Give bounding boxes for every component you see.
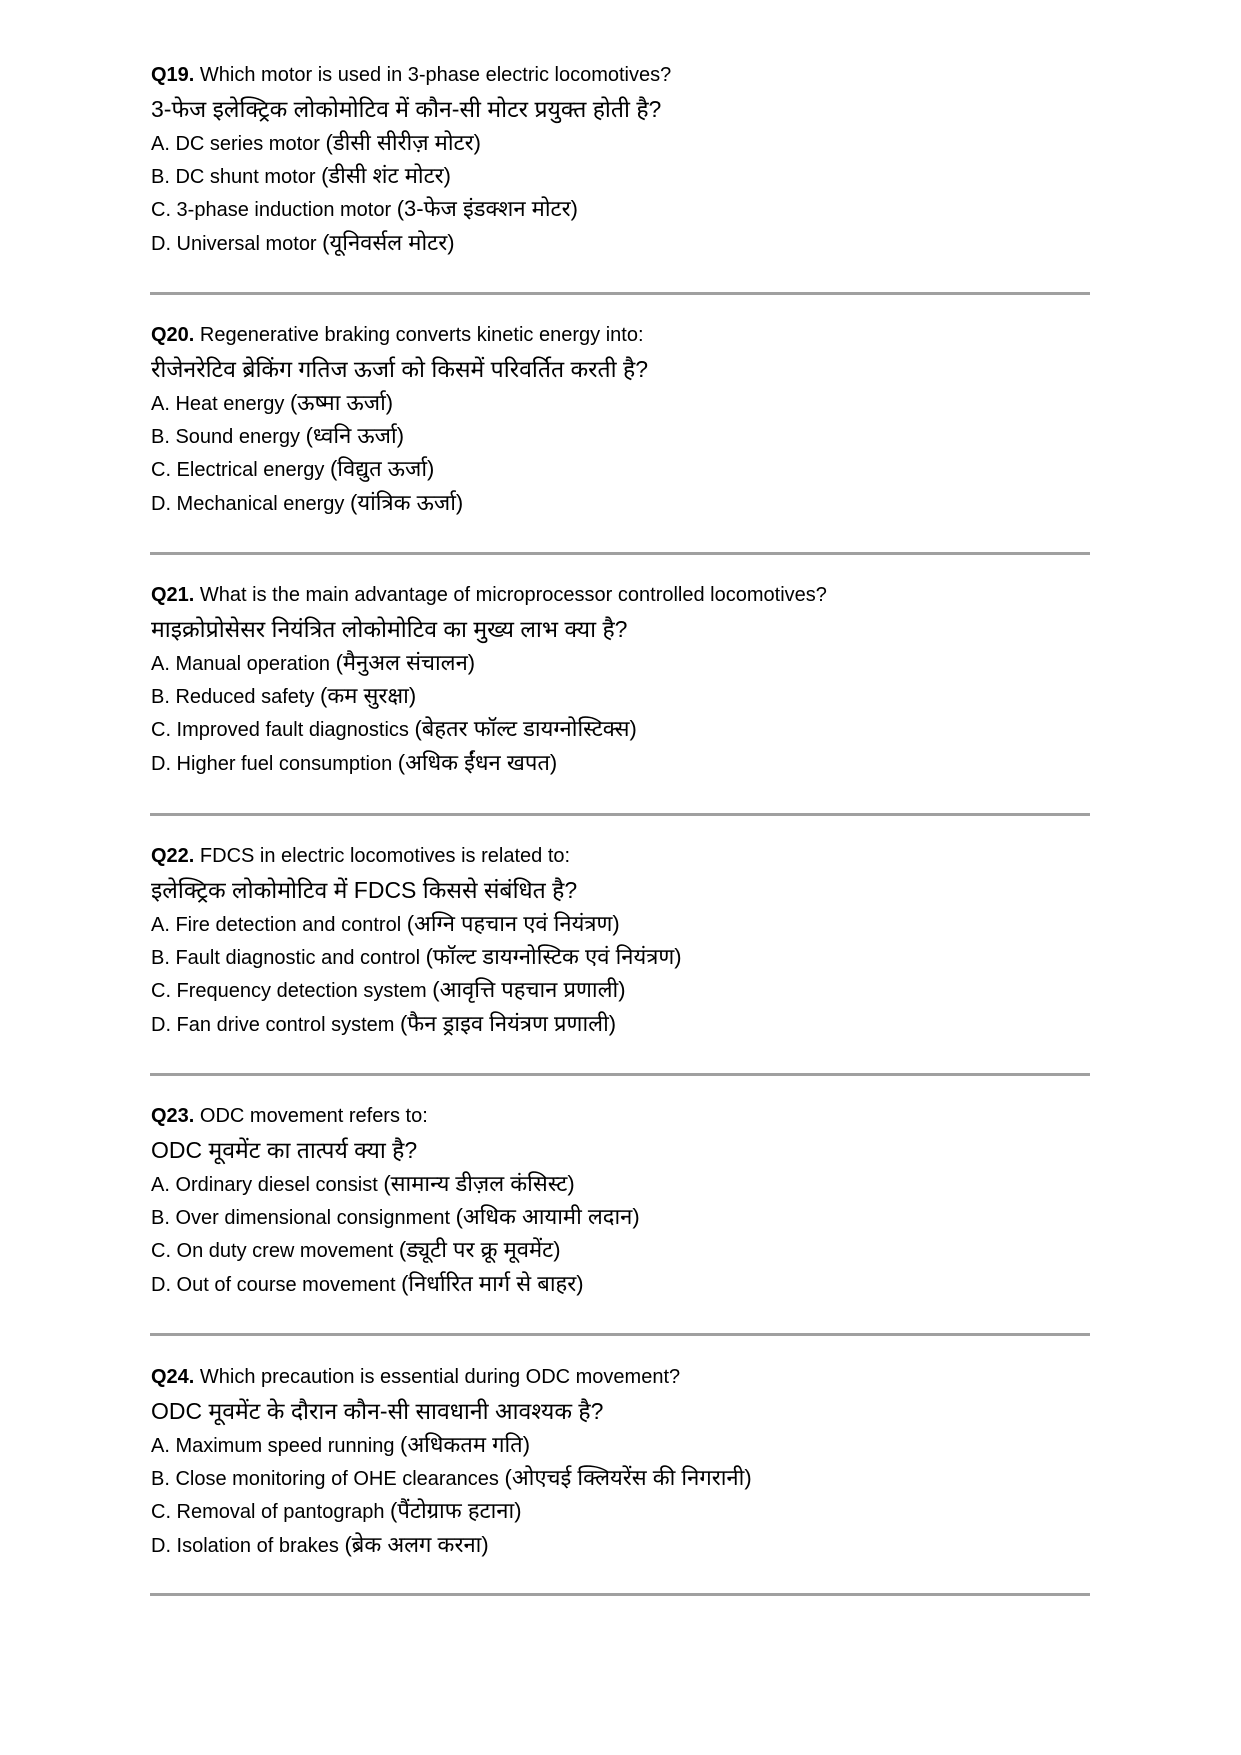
option-hindi: (फैन ड्राइव नियंत्रण प्रणाली) xyxy=(399,1011,617,1036)
option-label: C. Removal of pantograph xyxy=(151,1501,385,1523)
option-hindi: (ध्वनि ऊर्जा) xyxy=(305,423,405,448)
option-a xyxy=(151,912,620,937)
question-text-en: What is the main advantage of microprocessor controlled locomotives? xyxy=(199,584,827,606)
option-label: D. Higher fuel consumption xyxy=(151,753,393,775)
option-label: C. Electrical energy xyxy=(151,459,325,481)
option-hindi: (कम सुरक्षा) xyxy=(320,683,417,708)
option-hindi: (सामान्य डीज़ल कंसिस्ट) xyxy=(383,1171,575,1196)
question-text-hi: माइक्रोप्रोसेसर नियंत्रित लोकोमोटिव का मुख्य लाभ क्या है? xyxy=(151,616,628,642)
option-d xyxy=(151,231,455,256)
question-text-hi: इलेक्ट्रिक लोकोमोटिव में FDCS किससे संबंधित है? xyxy=(151,877,578,903)
option-b xyxy=(151,164,451,189)
option-b xyxy=(151,1205,640,1230)
question-text-hi: रीजेनरेटिव ब्रेकिंग गतिज ऊर्जा को किसमें परिवर्तित करती है? xyxy=(151,356,649,382)
question-text-en: ODC movement refers to: xyxy=(199,1105,428,1127)
question-text-hi: 3-फेज इलेक्ट्रिक लोकोमोटिव में कौन-सी मोटर प्रयुक्त होती है? xyxy=(151,96,662,122)
question-text-en: Which precaution is essential during ODC movement? xyxy=(199,1366,681,1388)
question-title xyxy=(151,583,827,607)
option-hindi: (अग्नि पहचान एवं नियंत्रण) xyxy=(406,911,620,936)
option-label: C. Frequency detection system xyxy=(151,980,427,1002)
option-label: D. Isolation of brakes xyxy=(151,1535,339,1557)
option-c xyxy=(151,1238,561,1263)
option-label: D. Fan drive control system xyxy=(151,1014,395,1036)
option-hindi: (अधिक आयामी लदान) xyxy=(455,1204,640,1229)
option-hindi: (ड्यूटी पर क्रू मूवमेंट) xyxy=(398,1237,561,1262)
question-number: Q24. xyxy=(151,1366,195,1388)
option-c xyxy=(151,717,637,742)
option-label: C. On duty crew movement xyxy=(151,1240,394,1262)
option-label: B. Over dimensional consignment xyxy=(151,1207,451,1229)
option-label: B. Reduced safety xyxy=(151,686,315,708)
option-hindi: (ब्रेक अलग करना) xyxy=(344,1532,489,1557)
question-number: Q20. xyxy=(151,324,195,346)
option-hindi: (ओएचई क्लियरेंस की निगरानी) xyxy=(504,1465,752,1490)
option-hindi: (अधिकतम गति) xyxy=(400,1432,531,1457)
option-label: D. Mechanical energy xyxy=(151,493,345,515)
option-hindi: (यांत्रिक ऊर्जा) xyxy=(350,490,464,515)
divider xyxy=(150,1073,1090,1076)
divider xyxy=(150,292,1090,295)
option-d xyxy=(151,1533,489,1558)
option-d xyxy=(151,751,557,776)
option-b xyxy=(151,945,682,970)
option-label: B. Fault diagnostic and control xyxy=(151,947,421,969)
question-title xyxy=(151,1365,680,1389)
question-number: Q19. xyxy=(151,64,195,86)
option-b xyxy=(151,424,404,449)
question-number: Q21. xyxy=(151,584,195,606)
question-title xyxy=(151,844,570,868)
question-title xyxy=(151,1104,428,1128)
option-label: A. Heat energy xyxy=(151,393,285,415)
option-d xyxy=(151,491,463,516)
option-c xyxy=(151,978,626,1003)
question-text-hi: ODC मूवमेंट के दौरान कौन-सी सावधानी आवश्यक है? xyxy=(151,1398,604,1424)
divider xyxy=(150,813,1090,816)
option-a xyxy=(151,131,481,156)
question-title xyxy=(151,323,644,347)
option-label: A. Manual operation xyxy=(151,653,331,675)
option-a xyxy=(151,1433,530,1458)
option-label: A. Fire detection and control xyxy=(151,914,402,936)
option-hindi: (ऊष्मा ऊर्जा) xyxy=(289,390,394,415)
option-hindi: (3-फेज इंडक्शन मोटर) xyxy=(396,196,578,221)
divider xyxy=(150,552,1090,555)
option-hindi: (बेहतर फॉल्ट डायग्नोस्टिक्स) xyxy=(414,716,637,741)
divider xyxy=(150,1593,1090,1596)
question-title xyxy=(151,63,671,87)
option-label: A. Maximum speed running xyxy=(151,1435,395,1457)
option-hindi: (डीसी सीरीज़ मोटर) xyxy=(325,130,481,155)
option-c xyxy=(151,457,434,482)
question-text-en: Which motor is used in 3-phase electric locomotives? xyxy=(199,64,672,86)
option-label: A. DC series motor xyxy=(151,133,320,155)
option-hindi: (यूनिवर्सल मोटर) xyxy=(322,230,455,255)
option-label: B. Sound energy xyxy=(151,426,300,448)
option-hindi: (अधिक ईंधन खपत) xyxy=(397,750,558,775)
question-number: Q22. xyxy=(151,845,195,867)
option-hindi: (पैंटोग्राफ हटाना) xyxy=(390,1498,522,1523)
question-number: Q23. xyxy=(151,1105,195,1127)
option-b xyxy=(151,684,416,709)
option-d xyxy=(151,1012,616,1037)
option-label: B. DC shunt motor xyxy=(151,166,316,188)
option-a xyxy=(151,391,393,416)
option-d xyxy=(151,1272,584,1297)
option-hindi: (डीसी शंट मोटर) xyxy=(321,163,451,188)
option-hindi: (फॉल्ट डायग्नोस्टिक एवं नियंत्रण) xyxy=(425,944,682,969)
option-label: B. Close monitoring of OHE clearances xyxy=(151,1468,499,1490)
question-text-en: Regenerative braking converts kinetic energy into: xyxy=(199,324,644,346)
option-label: D. Out of course movement xyxy=(151,1274,396,1296)
question-text-en: FDCS in electric locomotives is related to: xyxy=(199,845,571,867)
option-hindi: (मैनुअल संचालन) xyxy=(335,650,476,675)
option-hindi: (विद्युत ऊर्जा) xyxy=(329,456,435,481)
option-label: C. 3-phase induction motor xyxy=(151,199,392,221)
option-c xyxy=(151,1499,522,1524)
option-hindi: (निर्धारित मार्ग से बाहर) xyxy=(401,1271,584,1296)
option-hindi: (आवृत्ति पहचान प्रणाली) xyxy=(432,977,626,1002)
option-label: D. Universal motor xyxy=(151,233,317,255)
option-a xyxy=(151,651,475,676)
option-label: A. Ordinary diesel consist xyxy=(151,1174,378,1196)
divider xyxy=(150,1333,1090,1336)
option-c xyxy=(151,197,578,222)
option-b xyxy=(151,1466,752,1491)
option-label: C. Improved fault diagnostics xyxy=(151,719,409,741)
option-a xyxy=(151,1172,575,1197)
question-text-hi: ODC मूवमेंट का तात्पर्य क्या है? xyxy=(151,1137,418,1163)
